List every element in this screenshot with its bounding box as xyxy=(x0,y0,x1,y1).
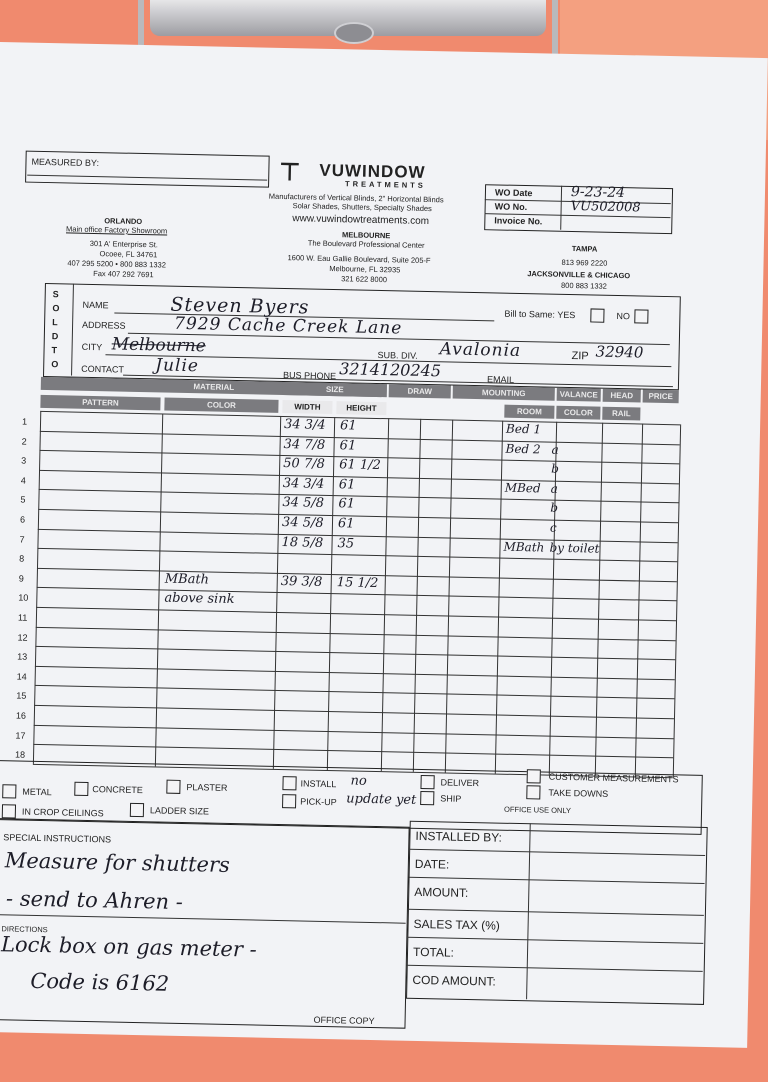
draw-col-b xyxy=(423,403,451,404)
date-label: DATE: xyxy=(414,856,450,872)
zip-value: 32940 xyxy=(595,342,644,362)
ship-label: SHIP xyxy=(440,793,462,804)
height-col-header: HEIGHT xyxy=(336,401,386,415)
cod-amount-label: COD AMOUNT: xyxy=(412,972,496,989)
contact-value: Julie xyxy=(155,355,200,377)
wo-date-value: 9-23-24 xyxy=(570,183,626,202)
pattern-col-header: PATTERN xyxy=(40,395,160,411)
cell-room: Bed 2 xyxy=(505,441,541,457)
special-instructions-label: SPECIAL INSTRUCTIONS xyxy=(3,832,112,845)
take-downs-checkbox[interactable] xyxy=(526,785,540,799)
bill-same-label: Bill to Same: YES xyxy=(504,308,576,321)
installed-by-label: INSTALLED BY: xyxy=(415,828,503,845)
size-header: SIZE xyxy=(283,382,387,397)
grid-row-line xyxy=(35,685,675,699)
subdiv-label: SUB. DIV. xyxy=(377,349,418,361)
cell-width: 34 3/4 xyxy=(282,475,325,492)
cell-extra: c xyxy=(549,520,557,535)
ship-checkbox[interactable] xyxy=(420,791,434,805)
install-note: no xyxy=(350,773,367,789)
bill-no-label: NO xyxy=(616,310,630,322)
cell-height: 35 xyxy=(337,535,355,552)
concrete-checkbox[interactable] xyxy=(74,782,88,796)
pickup-label: PICK-UP xyxy=(300,796,337,808)
cell-width: 18 5/8 xyxy=(281,534,324,551)
deliver-label: DELIVER xyxy=(440,777,480,789)
install-label: INSTALL xyxy=(300,778,337,790)
invoice-label: Invoice No. xyxy=(494,215,543,227)
row-number: 1 xyxy=(21,416,28,427)
name-value: Steven Byers xyxy=(170,293,310,319)
directions-label: DIRECTIONS xyxy=(1,924,48,935)
bus-phone-value: 3214120245 xyxy=(339,359,442,381)
orlando-fax: Fax 407 292 7691 xyxy=(93,269,154,280)
bill-no-checkbox[interactable] xyxy=(634,309,648,323)
head-header: HEAD xyxy=(603,389,641,403)
cell-extra: b xyxy=(551,461,560,476)
cell-width: 34 5/8 xyxy=(282,495,325,512)
orlando-sub: Main office Factory Showroom xyxy=(66,224,168,236)
orlando-addr: 301 A' Enterprise St. xyxy=(89,238,159,250)
width-col-header: WIDTH xyxy=(282,400,332,414)
city-label: CITY xyxy=(81,341,103,353)
cell-height: 61 xyxy=(338,496,356,512)
row-number: 13 xyxy=(17,651,28,662)
zip-label: ZIP xyxy=(571,350,589,363)
cell-width: 34 3/4 xyxy=(283,417,326,433)
material-header: MATERIAL xyxy=(41,377,387,397)
in-crop-checkbox[interactable] xyxy=(2,804,16,818)
row-number: 18 xyxy=(14,749,26,760)
row-number: 15 xyxy=(16,690,27,702)
address-value: 7929 Cache Creek Lane xyxy=(173,313,403,339)
cell-width: 50 7/8 xyxy=(283,456,325,473)
cell-color: MBath xyxy=(164,571,210,588)
bus-phone-label: BUS PHONE xyxy=(282,370,337,382)
mount-col-a xyxy=(453,404,501,405)
cell-width: 34 7/8 xyxy=(283,436,326,453)
plaster-checkbox[interactable] xyxy=(166,780,180,794)
melbourne-addr: 1600 W. Eau Gallie Boulevard, Suite 205-F xyxy=(287,253,431,266)
directions-line-1: Lock box on gas meter - xyxy=(0,932,257,962)
ladder-checkbox[interactable] xyxy=(130,803,144,817)
cell-height: 61 xyxy=(338,476,356,493)
melbourne-sub: The Boulevard Professional Center xyxy=(307,238,425,250)
jax-title: JACKSONVILLE & CHICAGO xyxy=(527,269,631,281)
valance-color-header: COLOR xyxy=(556,406,600,420)
row-number: 12 xyxy=(17,632,28,643)
draw-header: DRAW xyxy=(389,384,451,398)
tampa-phone: 813 969 2220 xyxy=(561,257,608,268)
clip-rivet xyxy=(334,22,374,44)
cell-room: MBed xyxy=(504,480,541,496)
take-downs-label: TAKE DOWNS xyxy=(548,787,609,799)
special-line-2: - send to Ahren - xyxy=(5,886,184,915)
address-label: ADDRESS xyxy=(81,319,126,331)
cell-room: Bed 1 xyxy=(505,421,542,437)
customer-meas-label: CUSTOMER MEASUREMENTS xyxy=(548,771,679,785)
cell-color: above sink xyxy=(164,590,235,608)
row-number: 7 xyxy=(19,534,25,545)
contact-label: CONTACT xyxy=(81,363,125,375)
melbourne-city: Melbourne, FL 32935 xyxy=(329,263,401,275)
room-col-header: ROOM xyxy=(504,405,554,419)
row-number: 3 xyxy=(21,455,27,466)
wo-date-label: WO Date xyxy=(494,187,533,199)
row-number: 14 xyxy=(16,671,27,682)
install-checkbox[interactable] xyxy=(282,776,296,790)
directions-line-2: Code is 6162 xyxy=(30,968,170,996)
orlando-city: Ocoee, FL 34761 xyxy=(99,249,158,260)
cell-room: MBath xyxy=(503,539,545,555)
cell-width: 39 3/8 xyxy=(280,573,323,590)
price-col-header xyxy=(642,408,678,409)
email-label: EMAIL xyxy=(486,374,515,385)
in-crop-label: IN CROP CEILINGS xyxy=(21,806,104,819)
logo-mark: ⊤ xyxy=(279,158,301,187)
orlando-title: ORLANDO xyxy=(104,216,143,227)
tampa-title: TAMPA xyxy=(571,244,598,254)
grid-row-line xyxy=(39,489,679,503)
office-copy-label: OFFICE COPY xyxy=(313,1014,375,1027)
grid-row-line xyxy=(35,646,675,660)
row-number: 6 xyxy=(19,514,26,525)
orlando-phone: 407 295 5200 • 800 883 1332 xyxy=(67,258,167,270)
row-number: 17 xyxy=(15,730,26,741)
work-order-form xyxy=(0,42,768,1082)
cell-extra: a xyxy=(550,481,559,496)
measured-by-label: MEASURED BY: xyxy=(31,156,100,169)
pickup-checkbox[interactable] xyxy=(282,794,296,808)
office-use-label: OFFICE USE ONLY xyxy=(503,804,572,816)
plaster-label: PLASTER xyxy=(186,782,228,793)
city-value: Melbourne xyxy=(111,334,206,357)
grid-row-line xyxy=(34,705,674,719)
row-number: 10 xyxy=(18,592,29,604)
wo-no-label: WO No. xyxy=(494,201,528,213)
row-number: 5 xyxy=(20,494,26,506)
metal-checkbox[interactable] xyxy=(2,784,16,798)
grid-row-line xyxy=(33,744,673,758)
cell-height: 61 xyxy=(337,516,355,532)
row-number: 2 xyxy=(21,436,27,447)
tagline2: Solar Shades, Shutters, Specialty Shades xyxy=(292,201,432,214)
draw-col-a xyxy=(389,402,419,403)
grid-row-line xyxy=(36,626,676,640)
grid-row-line xyxy=(40,431,680,445)
sales-tax-label: SALES TAX (%) xyxy=(413,916,501,933)
concrete-label: CONCRETE xyxy=(92,784,143,796)
row-number: 11 xyxy=(17,612,28,623)
name-label: NAME xyxy=(82,299,109,311)
customer-meas-checkbox[interactable] xyxy=(527,769,541,783)
grid-row-line xyxy=(35,666,675,680)
row-number: 8 xyxy=(19,553,25,564)
wo-no-value: VU502008 xyxy=(570,198,641,216)
subdiv-value: Avalonia xyxy=(439,339,522,361)
cell-extra: a xyxy=(551,442,559,457)
grid-row-line xyxy=(34,724,674,738)
cell-height: 15 1/2 xyxy=(336,574,379,591)
brand-name: VUWINDOW xyxy=(319,160,426,182)
work-order-sheet xyxy=(0,42,768,1048)
head-rail-header: RAIL xyxy=(602,407,640,421)
measured-by-box xyxy=(25,151,270,188)
price-header: PRICE xyxy=(643,390,679,404)
sold-to-side: S O L D T O xyxy=(51,289,60,370)
tagline: Manufacturers of Vertical Blinds, 2" Horizontal Blinds xyxy=(268,191,444,205)
row-number: 4 xyxy=(20,475,26,486)
pickup-note: update yet xyxy=(346,791,417,808)
cell-width: 34 5/8 xyxy=(281,515,324,531)
cell-extra: by toilet xyxy=(549,540,600,556)
grid-row-line xyxy=(36,607,676,621)
melbourne-phone: 321 622 8000 xyxy=(341,274,388,285)
deliver-checkbox[interactable] xyxy=(420,775,434,789)
row-number: 9 xyxy=(18,573,24,584)
metal-label: METAL xyxy=(22,786,52,798)
grid-row-line xyxy=(38,509,678,523)
ladder-label: LADDER SIZE xyxy=(149,805,210,817)
cell-height: 61 xyxy=(339,418,357,434)
special-line-1: Measure for shutters xyxy=(4,848,231,877)
website: www.vuwindowtreatments.com xyxy=(292,213,430,228)
brand-sub: TREATMENTS xyxy=(345,179,426,190)
color-col-header: COLOR xyxy=(164,398,278,413)
jax-phone: 800 883 1332 xyxy=(560,280,608,291)
cell-height: 61 xyxy=(339,437,357,454)
bill-yes-checkbox[interactable] xyxy=(590,308,604,322)
mounting-header: MOUNTING xyxy=(453,386,555,401)
total-label: TOTAL: xyxy=(412,944,455,960)
melbourne-title: MELBOURNE xyxy=(341,230,391,241)
cell-height: 61 1/2 xyxy=(339,457,381,474)
cell-extra: b xyxy=(550,501,559,516)
valance-header: VALANCE xyxy=(557,388,601,402)
row-number: 16 xyxy=(15,710,27,721)
amount-label: AMOUNT: xyxy=(414,884,469,900)
